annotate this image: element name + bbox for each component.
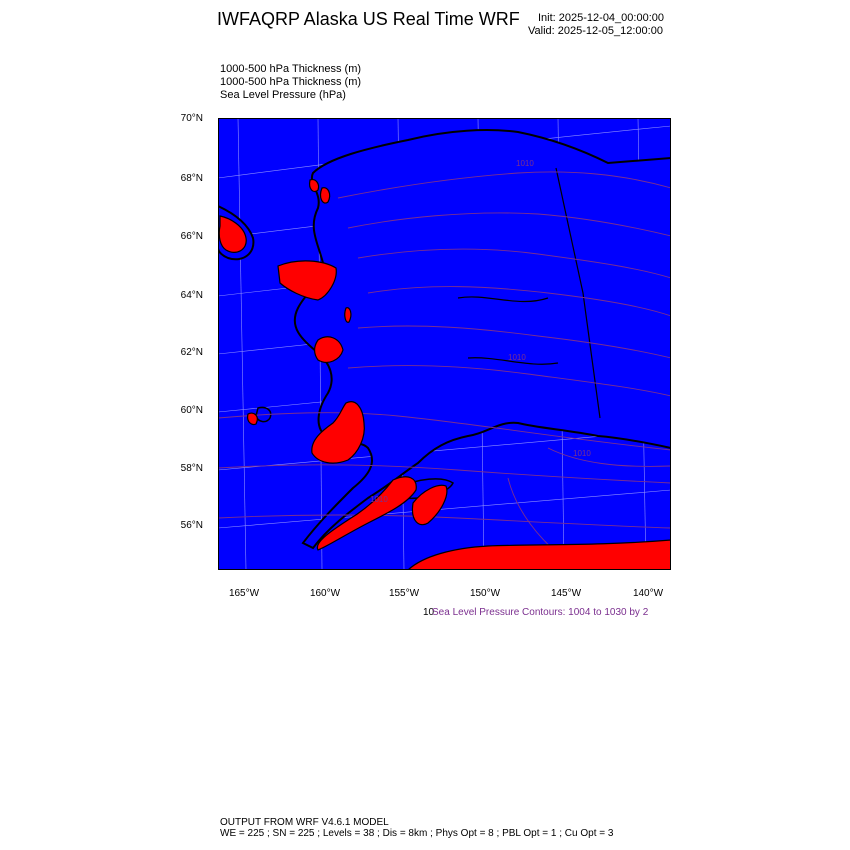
field-label-slp: Sea Level Pressure (hPa) — [220, 89, 346, 101]
model-footer-line2: WE = 225 ; SN = 225 ; Levels = 38 ; Dis = 8km ; Phys Opt = 8 ; PBL Opt = 1 ; Cu Opt = 3 — [220, 828, 614, 839]
lat-label-58: 58°N — [180, 463, 203, 474]
lat-label-66: 66°N — [180, 231, 203, 242]
map-panel — [218, 118, 671, 570]
red-region-nw-1 — [310, 180, 319, 192]
lon-label-145: 145°W — [550, 588, 582, 599]
model-footer-line1: OUTPUT FROM WRF V4.6.1 MODEL — [220, 817, 389, 828]
lat-label-68: 68°N — [180, 173, 203, 184]
map-title: IWFAQRP Alaska US Real Time WRF — [217, 9, 520, 29]
lat-label-70: 70°N — [180, 113, 203, 124]
lon-label-155: 155°W — [388, 588, 420, 599]
contour-legend-description: Sea Level Pressure Contours: 1004 to 1030 by 2 — [432, 607, 649, 618]
lat-label-56: 56°N — [180, 520, 203, 531]
lat-label-60: 60°N — [180, 405, 203, 416]
field-label-thickness-1: 1000-500 hPa Thickness (m) — [220, 63, 362, 75]
contour-legend-number: 10 — [423, 607, 435, 618]
contour-label-3: 1010 — [573, 449, 591, 458]
contour-label-1: 1010 — [516, 159, 534, 168]
red-region-nw-2 — [321, 188, 330, 203]
red-region-bering — [248, 413, 258, 424]
lon-label-140: 140°W — [632, 588, 664, 599]
contour-label-4: 1010 — [370, 495, 388, 504]
red-region-yk-2 — [345, 308, 351, 323]
map-canvas — [218, 118, 671, 570]
lon-label-150: 150°W — [469, 588, 501, 599]
lon-label-165: 165°W — [228, 588, 260, 599]
lon-label-160: 160°W — [309, 588, 341, 599]
lat-label-64: 64°N — [180, 290, 203, 301]
field-label-thickness-2: 1000-500 hPa Thickness (m) — [220, 76, 362, 88]
valid-time: Valid: 2025-12-05_12:00:00 — [528, 25, 663, 37]
contour-label-2: 1010 — [508, 353, 526, 362]
init-time: Init: 2025-12-04_00:00:00 — [538, 12, 664, 24]
lat-label-62: 62°N — [180, 347, 203, 358]
